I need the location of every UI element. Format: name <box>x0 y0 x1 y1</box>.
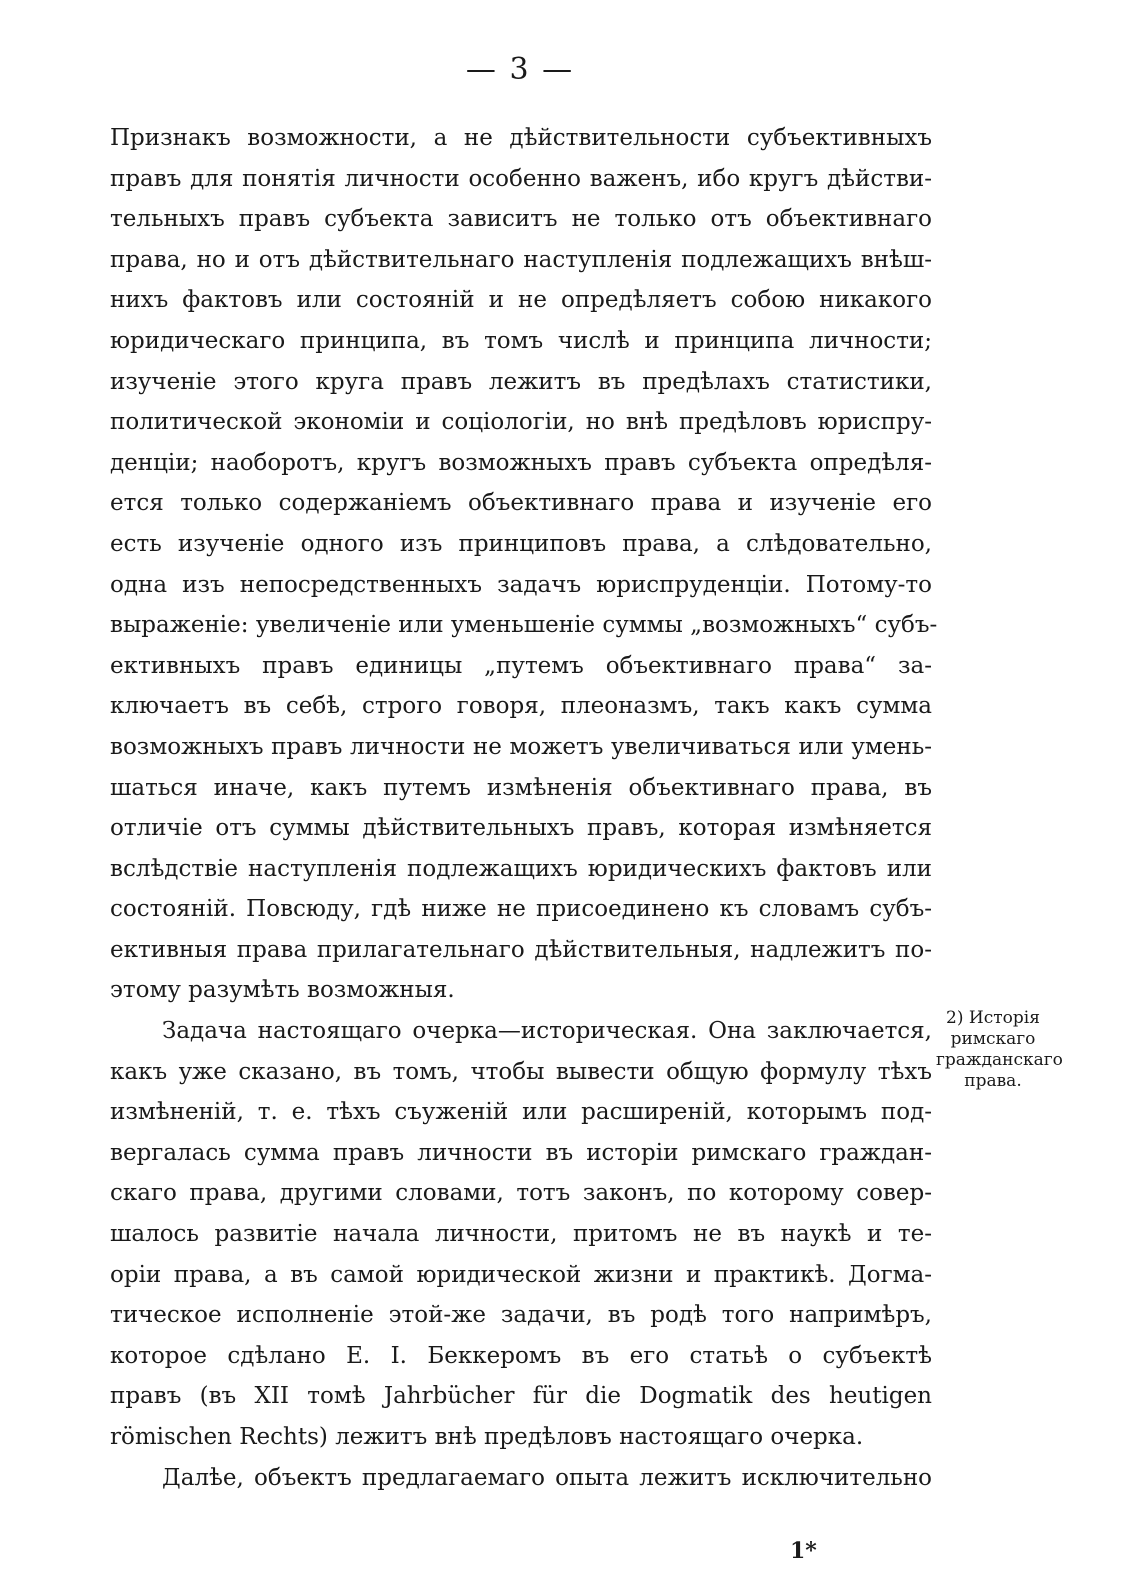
text-line: ключаетъ въ себѣ, строго говоря, плеоназмъ, такъ какъ сумма <box>110 693 932 720</box>
signature-mark: 1* <box>790 1538 817 1564</box>
text-line: тельныхъ правъ субъекта зависитъ не только отъ объективнаго <box>110 206 932 233</box>
text-line: Далѣе, объектъ предлагаемаго опыта лежитъ исключительно <box>162 1464 932 1491</box>
text-line: römischen Rechts) лежитъ внѣ предѣловъ настоящаго очерка. <box>110 1424 864 1450</box>
margin-note-line: римскаго <box>950 1029 1036 1049</box>
text-line: шаться иначе, какъ путемъ измѣненія объективнаго права, въ <box>110 774 932 801</box>
text-line: вслѣдствіе наступленія подлежащихъ юридическихъ фактовъ или <box>110 855 932 882</box>
body-text <box>110 118 938 1498</box>
text-line: шалось развитіе начала личности, притомъ не въ наукѣ и те- <box>110 1221 932 1248</box>
text-line: одна изъ непосредственныхъ задачъ юриспруденціи. Потому-то <box>110 571 932 598</box>
text-line: которое сдѣлано Е. І. Беккеромъ въ его статьѣ о субъектѣ <box>110 1342 932 1369</box>
margin-note-line: права. <box>964 1071 1022 1091</box>
text-line: денціи; наоборотъ, кругъ возможныхъ правъ субъекта опредѣля- <box>110 449 932 476</box>
text-line: отличіе отъ суммы дѣйствительныхъ правъ, которая измѣняется <box>110 815 932 842</box>
page-number: — 3 — <box>465 52 575 87</box>
text-line: права, но и отъ дѣйствительнаго наступленія подлежащихъ внѣш- <box>110 246 932 273</box>
text-line: измѣненій, т. е. тѣхъ съуженій или расширеній, которымъ под- <box>110 1099 932 1126</box>
text-line: политической экономіи и соціологіи, но внѣ предѣловъ юриспру- <box>110 409 932 436</box>
text-line: изученіе этого круга правъ лежитъ въ предѣлахъ статистики, <box>110 368 932 395</box>
text-line: возможныхъ правъ личности не можетъ увеличиваться или умень- <box>110 733 932 760</box>
text-line: правъ для понятія личности особенно важенъ, ибо кругъ дѣйстви- <box>110 165 932 192</box>
margin-note-line: гражданскаго <box>936 1050 1063 1070</box>
text-line: оріи права, а въ самой юридической жизни и практикѣ. Догма- <box>110 1261 932 1288</box>
text-line: есть изученіе одного изъ принциповъ права, а слѣдовательно, <box>110 530 932 557</box>
text-line: выраженіе: увеличеніе или уменьшеніе суммы „возможныхъ“ субъ- <box>110 612 938 639</box>
text-line: скаго права, другими словами, тотъ законъ, по которому совер- <box>110 1180 932 1207</box>
text-line: ективныхъ правъ единицы „путемъ объективнаго права“ за- <box>110 652 932 679</box>
text-line: правъ (въ XII томѣ Jahrbücher für die Dogmatik des heutigen <box>110 1383 932 1410</box>
text-line: юридическаго принципа, въ томъ числѣ и принципа личности; <box>110 327 932 354</box>
text-line: состояній. Повсюду, гдѣ ниже не присоединено къ словамъ субъ- <box>110 896 932 923</box>
text-line: тическое исполненіе этой-же задачи, въ родѣ того напримѣръ, <box>110 1302 932 1329</box>
text-line: Задача настоящаго очерка—историческая. Она заключается, <box>162 1018 932 1045</box>
text-line: вергалась сумма правъ личности въ исторіи римскаго граждан- <box>110 1139 932 1166</box>
text-line: ективныя права прилагательнаго дѣйствительныя, надлежитъ по- <box>110 936 932 963</box>
text-line: Признакъ возможности, а не дѣйствительности субъективныхъ <box>110 125 932 151</box>
margin-note <box>936 1008 1063 1092</box>
text-line: нихъ фактовъ или состояній и не опредѣляетъ собою никакого <box>110 287 932 314</box>
margin-note-line: 2) Исторія <box>946 1008 1040 1028</box>
text-line: какъ уже сказано, въ томъ, чтобы вывести общую формулу тѣхъ <box>110 1058 932 1085</box>
text-line: этому разумѣть возможныя. <box>110 977 455 1004</box>
text-line: ется только содержаніемъ объективнаго права и изученіе его <box>110 490 932 517</box>
